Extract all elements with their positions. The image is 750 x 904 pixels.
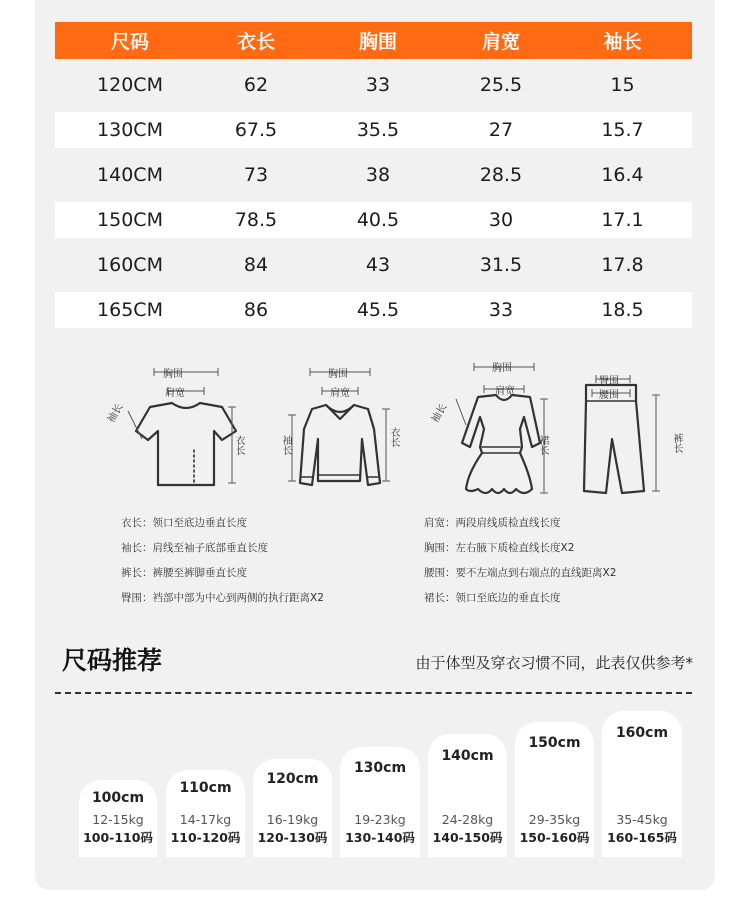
pants-waist-label: 腰围	[599, 390, 619, 401]
table-cell: 25.5	[479, 74, 523, 96]
table-cell: 15	[610, 74, 635, 96]
definition-item: 臀围：裆部中部为中心到两侧的执行距离X2	[121, 592, 324, 604]
size-card	[340, 747, 420, 857]
measurement-definitions-right	[424, 515, 616, 615]
table-cell: 38	[365, 164, 391, 186]
card-size: 110cm	[179, 780, 232, 796]
card-yard: 120-130码	[257, 830, 328, 845]
table-cell: 17.8	[601, 254, 644, 276]
card-size: 130cm	[353, 760, 407, 776]
size-card	[166, 770, 245, 857]
size-card	[515, 722, 594, 857]
tshirt-length-label: 衣长	[233, 435, 244, 455]
pants-hip-label: 臀围	[599, 376, 619, 387]
garment-diagrams	[0, 355, 750, 505]
definition-item: 肩宽：两段肩线质检直线长度	[424, 517, 561, 529]
table-cell: 43	[365, 254, 391, 276]
table-cell: 78.5	[234, 209, 278, 231]
sweater-chest-label: 胸围	[328, 369, 348, 380]
table-row	[55, 67, 692, 103]
recommend-title: 尺码推荐	[62, 646, 163, 675]
card-yard: 150-160码	[519, 830, 590, 845]
dress-shoulder-label: 肩宽	[495, 386, 515, 397]
dress-icon	[462, 395, 540, 493]
tshirt-icon	[136, 403, 236, 485]
table-cell: 120CM	[97, 74, 163, 96]
table-cell: 40.5	[356, 209, 400, 231]
table-cell: 160CM	[97, 254, 163, 276]
card-weight: 35-45kg	[616, 812, 668, 827]
recommend-note: 由于体型及穿衣习惯不同，此表仅供参考*	[415, 654, 693, 672]
table-cell: 33	[365, 74, 391, 96]
card-size: 160cm	[615, 725, 669, 741]
dress-chest-label: 胸围	[492, 363, 512, 374]
dress-length-label: 裙长	[537, 435, 548, 455]
definition-item: 衣长：领口至底边垂直长度	[121, 517, 247, 529]
card-weight: 24-28kg	[441, 812, 494, 827]
card-yard: 140-150码	[432, 830, 503, 845]
sweater-shoulder-label: 肩宽	[330, 388, 350, 399]
size-table	[55, 22, 692, 337]
definition-item: 袖长：肩线至袖子底部垂直长度	[121, 542, 268, 554]
sweater-length-label: 衣长	[388, 427, 399, 447]
pants-length-label: 裤长	[671, 433, 682, 453]
card-yard: 100-110码	[83, 830, 153, 845]
tshirt-chest-label: 胸围	[163, 369, 183, 380]
table-cell: 140CM	[97, 164, 163, 186]
size-card	[602, 711, 682, 857]
definition-item: 胸围：左右腋下质检直线长度X2	[424, 542, 575, 554]
card-yard: 110-120码	[170, 830, 241, 845]
card-weight: 19-23kg	[354, 812, 406, 827]
table-row	[55, 202, 692, 238]
card-weight: 14-17kg	[179, 812, 232, 827]
header-cell: 袖长	[603, 31, 642, 53]
table-cell: 17.1	[601, 209, 644, 231]
card-size: 150cm	[528, 735, 581, 751]
tshirt-sleeve-label: 袖长	[105, 402, 126, 425]
card-size: 120cm	[266, 771, 319, 787]
measurement-definitions-left	[121, 515, 324, 615]
table-cell: 62	[243, 74, 269, 96]
table-cell: 16.4	[601, 164, 644, 186]
dashed-divider	[55, 692, 692, 694]
card-weight: 12-15kg	[92, 812, 144, 827]
table-cell: 73	[243, 164, 269, 186]
dress-sleeve-label: 袖长	[429, 402, 450, 425]
card-yard: 130-140码	[345, 830, 415, 845]
table-cell: 35.5	[356, 119, 400, 141]
table-cell: 165CM	[97, 299, 163, 321]
table-cell: 33	[488, 299, 514, 321]
table-cell: 18.5	[601, 299, 644, 321]
header-cell: 肩宽	[481, 31, 520, 53]
table-cell: 15.7	[601, 119, 644, 141]
table-cell: 31.5	[479, 254, 523, 276]
table-cell: 45.5	[356, 299, 400, 321]
table-cell: 28.5	[479, 164, 523, 186]
table-row	[55, 157, 692, 193]
table-cell: 130CM	[97, 119, 163, 141]
table-cell: 30	[488, 209, 514, 231]
header-cell: 衣长	[236, 31, 275, 53]
table-cell: 86	[243, 299, 269, 321]
garment-illustrations	[0, 355, 750, 505]
table-row	[55, 112, 692, 148]
header-cell: 胸围	[358, 31, 397, 53]
table-cell: 84	[243, 254, 269, 276]
definition-item: 裙长：领口至底边的垂直长度	[424, 592, 561, 604]
table-row	[55, 292, 692, 328]
size-table-header	[55, 22, 692, 59]
card-size: 140cm	[441, 748, 494, 764]
tshirt-shoulder-label: 肩宽	[165, 388, 185, 399]
card-yard: 160-165码	[607, 830, 677, 845]
table-cell: 27	[488, 119, 514, 141]
card-weight: 16-19kg	[266, 812, 319, 827]
header-cell: 尺码	[110, 31, 149, 53]
sweater-icon	[300, 405, 380, 485]
size-card	[428, 734, 507, 857]
card-weight: 29-35kg	[528, 812, 581, 827]
card-size: 100cm	[91, 790, 145, 806]
definition-item: 腰围：要不左端点到右端点的直线距离X2	[424, 567, 617, 579]
sweater-sleeve-label: 袖长	[280, 435, 291, 455]
table-cell: 150CM	[97, 209, 163, 231]
table-row	[55, 247, 692, 283]
size-card	[79, 780, 157, 857]
definition-item: 裤长：裤腰至裤脚垂直长度	[121, 567, 247, 579]
table-cell: 67.5	[234, 119, 278, 141]
size-card	[253, 759, 332, 857]
